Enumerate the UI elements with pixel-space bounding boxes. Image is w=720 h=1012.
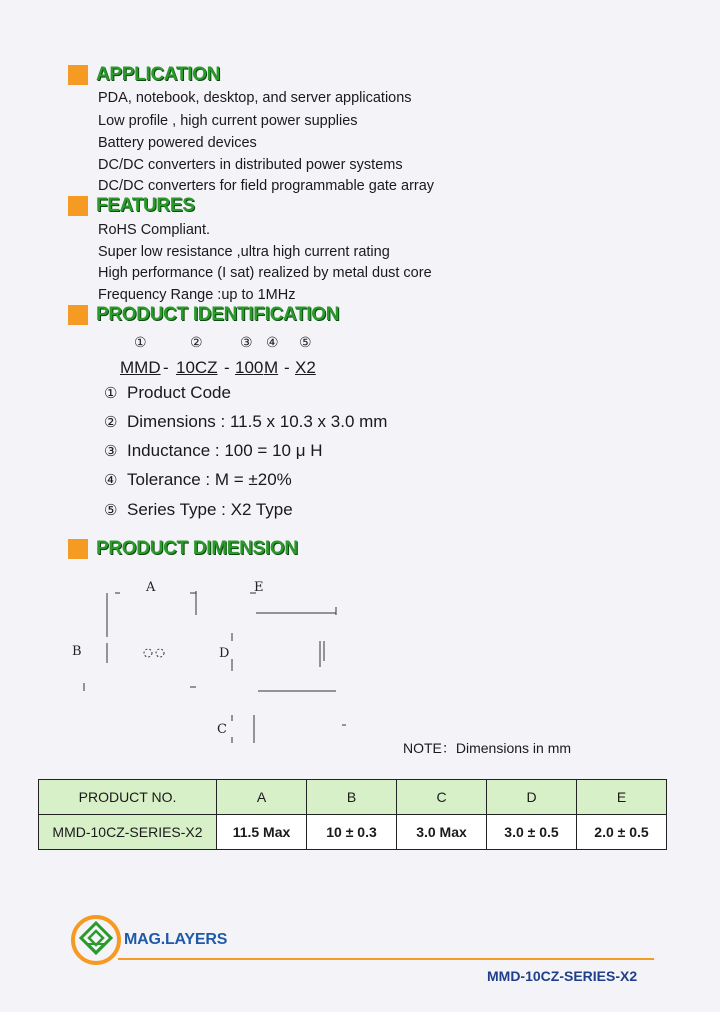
identification-line-number: ③: [104, 443, 118, 460]
footer-part-number: MMD-10CZ-SERIES-X2: [487, 968, 638, 984]
identification-line-number: ②: [104, 414, 118, 431]
table-cell: 2.0 ± 0.5: [577, 815, 667, 850]
table-cell: 11.5 Max: [217, 815, 307, 850]
identification-line-text: Product Code: [127, 383, 231, 402]
code-part-product: MMD: [120, 358, 161, 377]
dimension-note: NOTE：Dimensions in mm: [403, 740, 572, 756]
marker-3: ③: [240, 334, 253, 350]
application-item: PDA, notebook, desktop, and server applications: [98, 90, 412, 106]
identification-line-text: Inductance : 100 = 10 μ H: [127, 441, 323, 460]
marker-5: ⑤: [299, 334, 312, 350]
marker-2: ②: [190, 334, 203, 350]
identification-line: [104, 441, 323, 461]
application-item: DC/DC converters in distributed power systems: [98, 157, 403, 173]
orange-square-icon: [68, 539, 88, 559]
identification-line-number: ①: [104, 385, 118, 402]
identification-line: [104, 412, 387, 432]
features-section-header: [68, 195, 195, 217]
table-cell: 10 ± 0.3: [307, 815, 397, 850]
dimension-title: PRODUCT DIMENSION: [96, 538, 298, 559]
code-part-dimensions: 10CZ: [176, 358, 218, 377]
identification-section-header: [68, 304, 339, 326]
table-cell-product-no: MMD-10CZ-SERIES-X2: [39, 815, 217, 850]
table-header-cell: D: [487, 780, 577, 815]
identification-line-text: Dimensions : 11.5 x 10.3 x 3.0 mm: [127, 412, 388, 431]
maglayers-logo-icon: [70, 914, 122, 966]
footer-rule: [118, 958, 654, 960]
identification-line-text: Series Type : X2 Type: [127, 500, 293, 519]
application-item: Battery powered devices: [98, 135, 257, 151]
coil-circle: [156, 649, 164, 657]
identification-line: [104, 500, 293, 520]
table-row: [39, 815, 667, 850]
orange-square-icon: [68, 196, 88, 216]
table-header-cell: PRODUCT NO.: [39, 780, 217, 815]
brand-name: MAG.LAYERS: [124, 931, 228, 948]
code-separator: -: [284, 358, 290, 377]
table-cell: 3.0 ± 0.5: [487, 815, 577, 850]
application-title: APPLICATION: [96, 64, 221, 85]
orange-square-icon: [68, 65, 88, 85]
coil-circle: [144, 649, 152, 657]
application-item: DC/DC converters for field programmable gate array: [98, 178, 435, 194]
feature-item: High performance (I sat) realized by metal dust core: [98, 265, 432, 281]
table-header-row: [39, 780, 667, 815]
code-part-tolerance: M: [264, 358, 279, 377]
dimension-label-e: E: [254, 580, 264, 595]
code-part-series: X2: [295, 358, 316, 377]
dimension-table: [38, 779, 667, 850]
dimension-label-b: B: [72, 644, 82, 659]
marker-1: ①: [134, 334, 147, 350]
application-section-header: [68, 64, 220, 86]
identification-line-text: Tolerance : M = ±20%: [127, 470, 292, 489]
marker-4: ④: [266, 334, 279, 350]
dimension-drawing: [60, 575, 360, 745]
dimension-label-a: A: [146, 580, 156, 595]
feature-item: Super low resistance ,ultra high current rating: [98, 244, 390, 260]
code-separator: -: [163, 358, 169, 377]
dimension-label-d: D: [219, 646, 230, 661]
dimension-section-header: [68, 538, 298, 560]
identification-line: [104, 383, 231, 403]
table-header-cell: A: [217, 780, 307, 815]
features-title: FEATURES: [96, 195, 195, 216]
identification-title: PRODUCT IDENTIFICATION: [96, 304, 340, 325]
code-separator: -: [224, 358, 230, 377]
table-cell: 3.0 Max: [397, 815, 487, 850]
identification-line-number: ④: [104, 472, 118, 489]
table-header-cell: B: [307, 780, 397, 815]
orange-square-icon: [68, 305, 88, 325]
code-part-inductance: 100: [235, 358, 264, 377]
table-header-cell: E: [577, 780, 667, 815]
feature-item: RoHS Compliant.: [98, 222, 211, 238]
table-header-cell: C: [397, 780, 487, 815]
dimension-label-c: C: [217, 722, 227, 737]
application-item: Low profile , high current power supplies: [98, 113, 358, 129]
identification-line-number: ⑤: [104, 502, 118, 519]
identification-line: [104, 470, 292, 490]
feature-item: Frequency Range :up to 1MHz: [98, 287, 296, 303]
